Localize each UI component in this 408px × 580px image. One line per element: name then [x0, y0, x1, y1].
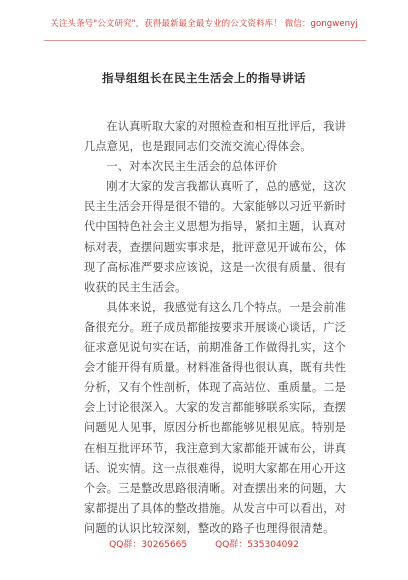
header-divider — [44, 40, 366, 41]
document-title: 指导组组长在民主生活会上的指导讲话 — [102, 71, 306, 85]
paragraph-features: 具体来说，我感觉有这么几个特点。一是会前准备很充分。班子成员都能按要求开展谈心谈话，广泛征求意见说句实在话，前期准备工作做得扎实，这个会才能开得有质量。材料准备得也很认真，既有共性分析，又有个性剖析，体现了高站位、重质量。二是会上讨论很深入。大家的发言都能够联系实际，查摆问题见人见事，原因分析也都能够见根见底。特别是在相互批评环节，我注意到大家都能开诚布公，讲真话、说实情。这一点很难得，说明大家都在用心开这个会。三是整改思路很清晰。对查摆出来的问题，大家都提出了具体的整改措施。从发言中可以看出，对问题的认识比较深刻，整改的路子也理得很清楚。 — [84, 300, 346, 535]
section-heading: 一、对本次民主生活会的总体评价 — [106, 160, 278, 174]
paragraph-overall: 刚才大家的发言我都认真听了，总的感觉，这次民主生活会开得是很不错的。大家能够以习近平新时代中国特色社会主义思想为指导，紧扣主题，认真对标对表，查摆问题实事求是，批评意见开诚布公，体现了高标准严要求应该说，这是一次很有质量、很有收获的民主生活会。 — [84, 180, 346, 294]
paragraph-intro: 在认真听取大家的对照检查和相互批评后，我讲几点意见，也是跟同志们交流交流心得体会。 — [84, 120, 346, 154]
footer-qq-group-1: QQ群：30265665 — [109, 540, 188, 550]
footer — [0, 537, 408, 550]
footer-qq-group-2: QQ群：535304092 — [215, 540, 299, 550]
header-banner: 关注头条号"公文研究"，获得最新最全最专业的公文资料库！ 微信：gongwenyj — [50, 19, 358, 29]
document-body — [84, 117, 346, 539]
